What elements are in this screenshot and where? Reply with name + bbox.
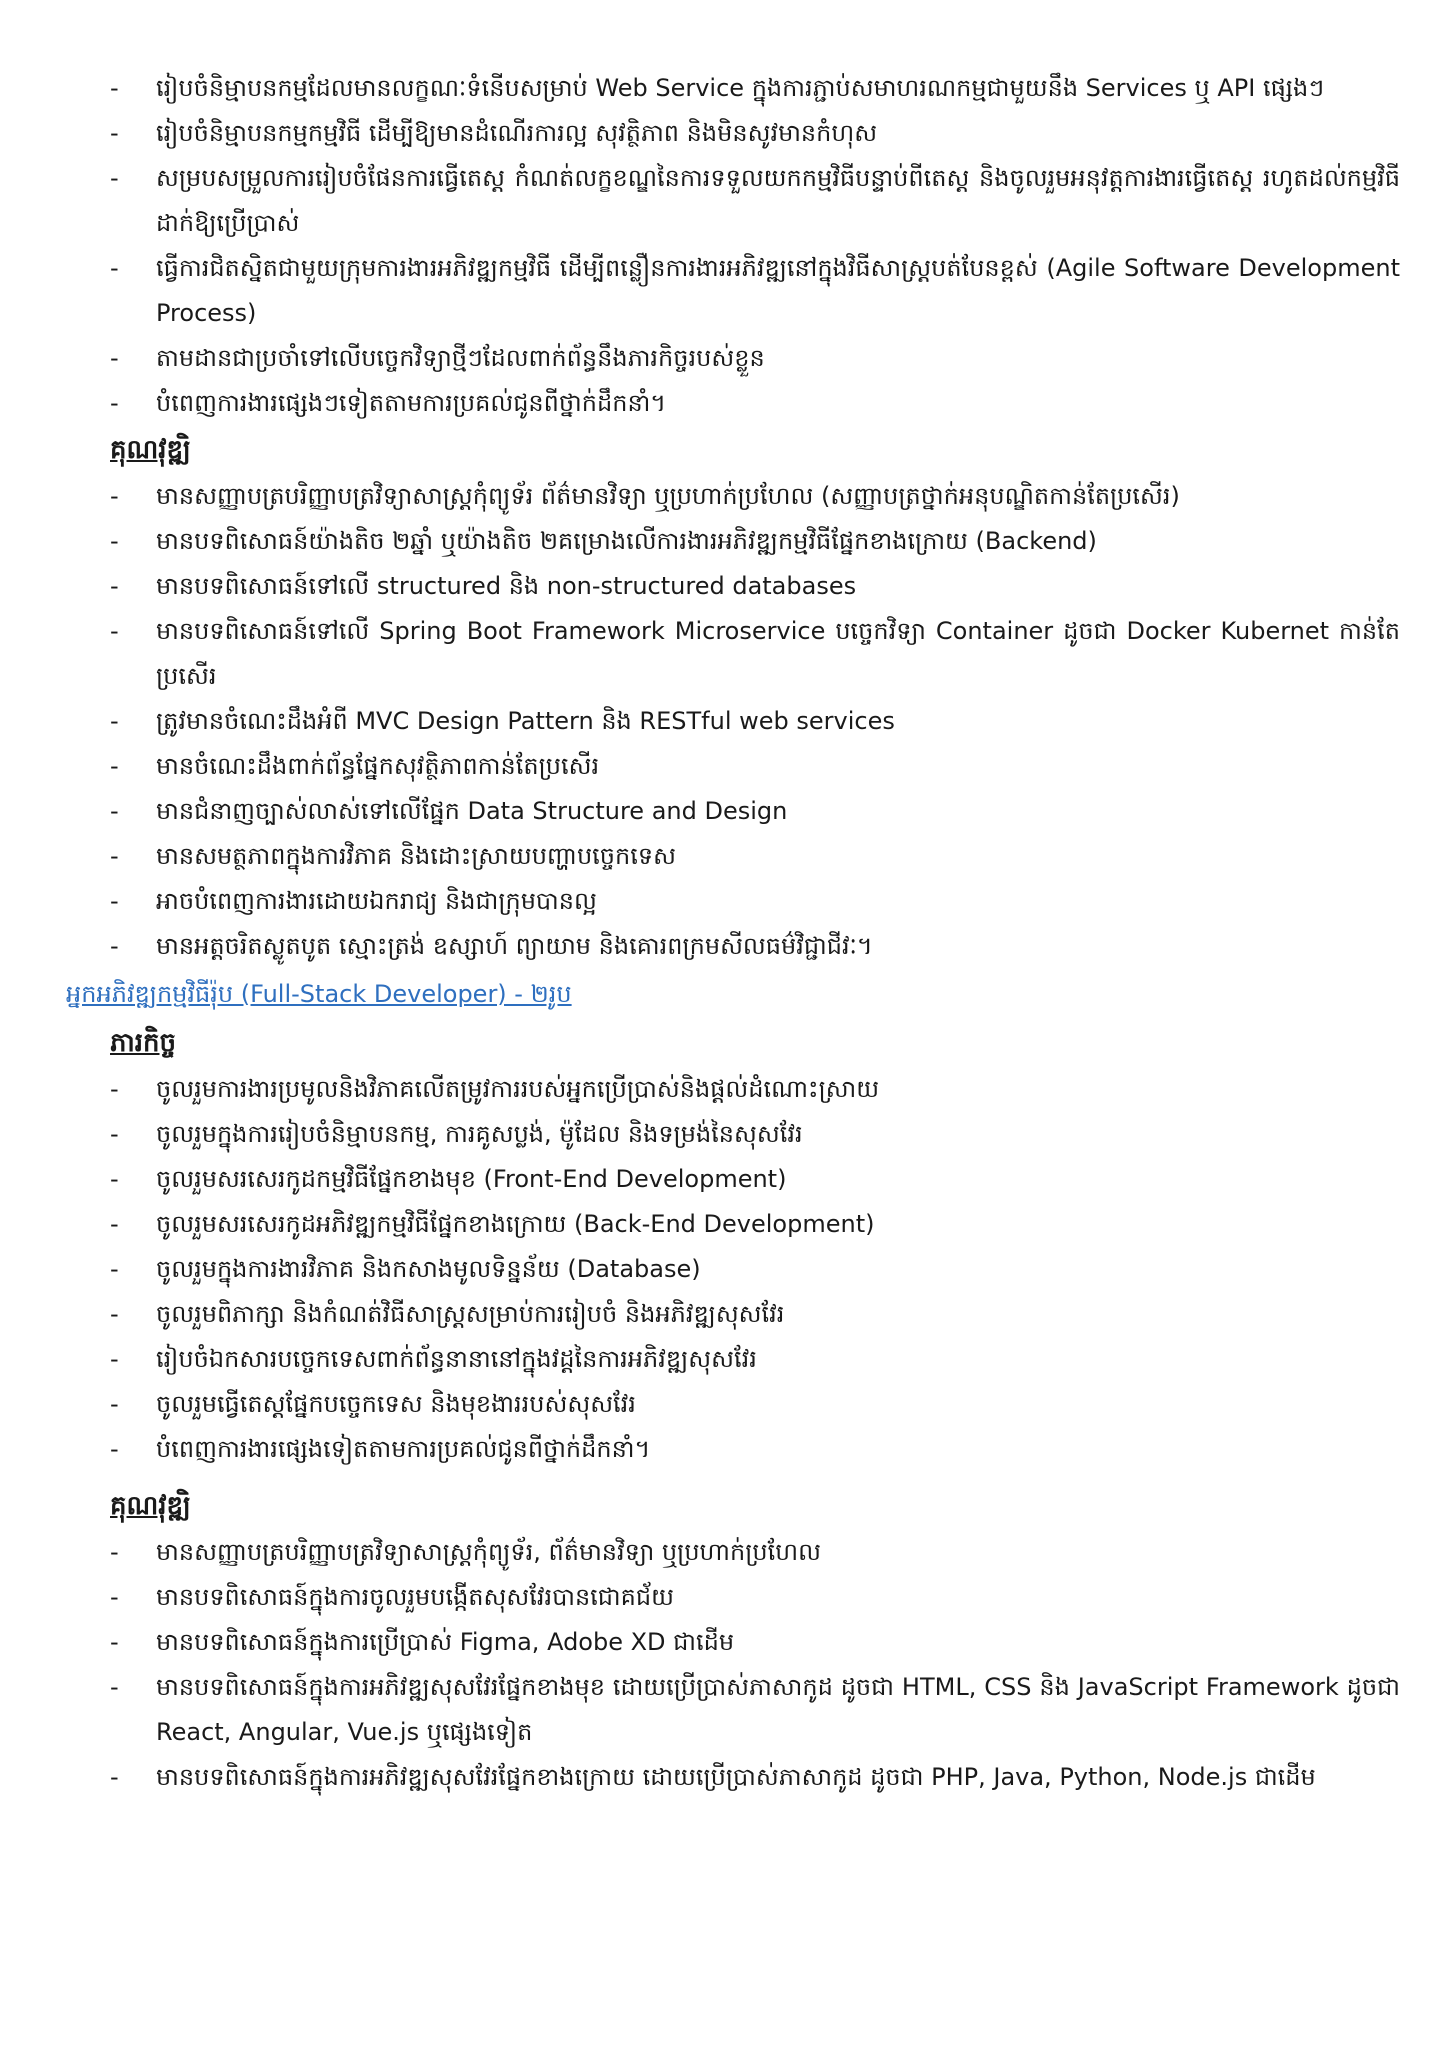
- list-item-text: មានសមត្ថភាពក្នុងការវិភាគ និងដោះស្រាយបញ្ហាបច្ចេកទេស: [156, 842, 676, 870]
- list-item: [110, 744, 1400, 789]
- list-item-text: ចូលរួមពិភាក្សា និងកំណត់វិធីសាស្ត្រសម្រាប់ការរៀបចំ និងអភិវឌ្ឍសុសវែរ: [156, 1300, 785, 1328]
- bullet-dash: -: [110, 932, 119, 960]
- bullet-dash: -: [110, 1075, 119, 1103]
- job-title-link[interactable]: អ្នកអភិវឌ្ឍកម្មវិធីរ៉ុប (Full-Stack Developer) - ២រូប: [66, 980, 572, 1008]
- list-item-text: រៀបចំនិម្មាបនកម្មដែលមានលក្ខណៈទំនើបសម្រាប់ Web Service ក្នុងការភ្ជាប់សមាហរណកម្មជាមួយនឹង Services ឬ API ផ្សេងៗ: [156, 74, 1325, 102]
- list-item: [110, 789, 1400, 834]
- bullet-dash: -: [110, 344, 119, 372]
- section2-duties-heading: ភារកិច្ច: [110, 1028, 177, 1058]
- bullet-dash: -: [110, 1165, 119, 1193]
- bullet-dash: -: [110, 389, 119, 417]
- list-item-text: អាចបំពេញការងារដោយឯករាជ្យ និងជាក្រុមបានល្អ: [156, 887, 597, 915]
- list-item: [110, 564, 1400, 609]
- list-item: [110, 474, 1400, 519]
- bullet-dash: -: [110, 1255, 119, 1283]
- list-item: [110, 1157, 1400, 1202]
- list-item-text: សម្របសម្រួលការរៀបចំផែនការធ្វើតេស្ត កំណត់លក្ខខណ្ឌនៃការទទួលយកកម្មវិធីបន្ទាប់ពីតេស្ត និងចូលរួមអនុវត្តការងារធ្វើតេស្ត រហូតដល់កម្មវិធីដាក់ឱ្យប្រើប្រាស់: [156, 164, 1400, 237]
- list-item: [110, 1755, 1400, 1800]
- section2-qualifications-list: [110, 1530, 1400, 1800]
- list-item: [110, 1202, 1400, 1247]
- list-item: [110, 246, 1400, 336]
- list-item: [110, 519, 1400, 564]
- list-item: [110, 879, 1400, 924]
- bullet-dash: -: [110, 797, 119, 825]
- list-item-text: មានបទពិសោធន៍ក្នុងការអភិវឌ្ឍសុសវែរផ្នែកខាងមុខ ដោយប្រើប្រាស់ភាសាកូដ ដូចជា HTML, CSS និង JavaScript Framework ដូចជា React, Angular, Vue.js ឬផ្សេងទៀត: [156, 1673, 1400, 1746]
- list-item: [110, 1067, 1400, 1112]
- list-item: [110, 1620, 1400, 1665]
- list-item-text: ចូលរួមសរសេរកូដកម្មវិធីផ្នែកខាងមុខ (Front-End Development): [156, 1165, 787, 1193]
- list-item-text: ចូលរួមសរសេរកូដអភិវឌ្ឍកម្មវិធីផ្នែកខាងក្រោយ (Back-End Development): [156, 1210, 875, 1238]
- list-item: [110, 66, 1400, 111]
- list-item: [110, 156, 1400, 246]
- list-item-text: មានបទពិសោធន៍ក្នុងការចូលរួមបង្កើតសុសវែរបានជោគជ័យ: [156, 1583, 674, 1611]
- list-item: [110, 336, 1400, 381]
- list-item-text: ត្រូវមានចំណេះដឹងអំពី MVC Design Pattern និង RESTful web services: [156, 707, 895, 735]
- bullet-dash: -: [110, 164, 119, 192]
- list-item-text: មានបទពិសោធន៍ក្នុងការអភិវឌ្ឍសុសវែរផ្នែកខាងក្រោយ ដោយប្រើប្រាស់ភាសាកូដ ដូចជា PHP, Java, Python, Node.js ជាដើម: [156, 1763, 1316, 1791]
- list-item: [110, 1337, 1400, 1382]
- list-item: [110, 924, 1400, 969]
- bullet-dash: -: [110, 887, 119, 915]
- section2-duties-list: [110, 1067, 1400, 1472]
- bullet-dash: -: [110, 752, 119, 780]
- section1-duties-list: [110, 66, 1400, 426]
- bullet-dash: -: [110, 119, 119, 147]
- list-item-text: រៀបចំឯកសារបច្ចេកទេសពាក់ព័ន្ធនានានៅក្នុងវដ្តនៃការអភិវឌ្ឍសុសវែរ: [156, 1345, 757, 1373]
- list-item-text: មានជំនាញច្បាស់លាស់ទៅលើផ្នែក Data Structure and Design: [156, 797, 788, 825]
- spacer: [110, 1472, 1400, 1482]
- bullet-dash: -: [110, 1390, 119, 1418]
- list-item-text: មានចំណេះដឹងពាក់ព័ន្ធផ្នែកសុវត្ថិភាពកាន់តែប្រសើរ: [156, 752, 600, 780]
- bullet-dash: -: [110, 1538, 119, 1566]
- list-item: [110, 1382, 1400, 1427]
- list-item-text: មានសញ្ញាបត្របរិញ្ញាបត្រវិទ្យាសាស្ត្រកុំព្យូទ័រ ព័ត៌មានវិទ្យា ឬប្រហាក់ប្រហែល (សញ្ញាបត្រថ្នាក់អនុបណ្ឌិតកាន់តែប្រសើរ): [156, 482, 1180, 510]
- bullet-dash: -: [110, 1583, 119, 1611]
- list-item: [110, 699, 1400, 744]
- list-item: [110, 1427, 1400, 1472]
- list-item: [110, 1112, 1400, 1157]
- section1-qualifications-heading: គុណវុឌ្ឍិ: [110, 435, 191, 465]
- list-item: [110, 609, 1400, 699]
- list-item-text: រៀបចំនិម្មាបនកម្មកម្មវិធី ដើម្បីឱ្យមានដំណើរការល្អ សុវត្ថិភាព និងមិនសូវមានកំហុស: [156, 119, 878, 147]
- bullet-dash: -: [110, 74, 119, 102]
- list-item-text: មានបទពិសោធន៍ទៅលើ structured និង non-structured databases: [156, 572, 857, 600]
- bullet-dash: -: [110, 527, 119, 555]
- bullet-dash: -: [110, 482, 119, 510]
- list-item: [110, 1530, 1400, 1575]
- bullet-dash: -: [110, 1673, 119, 1701]
- list-item: [110, 1665, 1400, 1755]
- list-item: [110, 1247, 1400, 1292]
- list-item-text: មានសញ្ញាបត្របរិញ្ញាបត្រវិទ្យាសាស្ត្រកុំព្យូទ័រ, ព័ត៌មានវិទ្យា ឬប្រហាក់ប្រហែល: [156, 1538, 821, 1566]
- list-item: [110, 111, 1400, 156]
- bullet-dash: -: [110, 1210, 119, 1238]
- list-item-text: មានបទពិសោធន៍ក្នុងការប្រើប្រាស់ Figma, Adobe XD ជាដើម: [156, 1628, 735, 1656]
- bullet-dash: -: [110, 1435, 119, 1463]
- list-item: [110, 834, 1400, 879]
- page-content: [66, 66, 1400, 1800]
- bullet-dash: -: [110, 1763, 119, 1791]
- list-item-text: ចូលរួមធ្វើតេស្តផ្នែកបច្ចេកទេស និងមុខងាររបស់សុសវែរ: [156, 1390, 636, 1418]
- list-item-text: ចូលរួមក្នុងការងារវិភាគ និងកសាងមូលទិន្នន័យ (Database): [156, 1255, 701, 1283]
- list-item-text: ធ្វើការជិតស្និតជាមួយក្រុមការងារអភិវឌ្ឍកម្មវិធី ដើម្បីពន្លឿនការងារអភិវឌ្ឍនៅក្នុងវិធីសាស្ត្របត់បែនខ្ពស់ (Agile Software Development Process): [156, 254, 1400, 327]
- list-item: [110, 381, 1400, 426]
- bullet-dash: -: [110, 254, 119, 282]
- bullet-dash: -: [110, 1345, 119, 1373]
- list-item-text: ចូលរួមក្នុងការរៀបចំនិម្មាបនកម្ម, ការគូសប្លង់, ម៉ូដែល និងទម្រង់នៃសុសវែរ: [156, 1120, 803, 1148]
- bullet-dash: -: [110, 1120, 119, 1148]
- list-item-text: តាមដានជាប្រចាំទៅលើបច្ចេកវិទ្យាថ្មីៗដែលពាក់ព័ន្ធនឹងភារកិច្ចរបស់ខ្លួន: [156, 344, 765, 372]
- list-item-text: មានអត្តចរិតស្លូតបូត ស្មោះត្រង់ ឧស្សាហ៍ ព្យាយាម និងគោរពក្រមសីលធម៌វិជ្ជាជីវៈ។: [156, 932, 873, 960]
- list-item-text: ចូលរួមការងារប្រមូលនិងវិភាគលើតម្រូវការរបស់អ្នកប្រើប្រាស់និងផ្តល់ដំណោះស្រាយ: [156, 1075, 880, 1103]
- bullet-dash: -: [110, 842, 119, 870]
- section2-qualifications-heading: គុណវុឌ្ឍិ: [110, 1491, 191, 1521]
- list-item-text: បំពេញការងារផ្សេងទៀតតាមការប្រគល់ជូនពីថ្នាក់ដឹកនាំ។: [156, 1435, 651, 1463]
- bullet-dash: -: [110, 617, 119, 645]
- bullet-dash: -: [110, 707, 119, 735]
- bullet-dash: -: [110, 1300, 119, 1328]
- list-item: [110, 1575, 1400, 1620]
- list-item: [110, 1292, 1400, 1337]
- section1-qualifications-list: [110, 474, 1400, 969]
- list-item-text: មានបទពិសោធន៍យ៉ាងតិច ២ឆ្នាំ ឬយ៉ាងតិច ២គម្រោងលើការងារអភិវឌ្ឍកម្មវិធីផ្នែកខាងក្រោយ (Backend): [156, 527, 1097, 555]
- bullet-dash: -: [110, 572, 119, 600]
- list-item-text: បំពេញការងារផ្សេងៗទៀតតាមការប្រគល់ជូនពីថ្នាក់ដឹកនាំ។: [156, 389, 667, 417]
- list-item-text: មានបទពិសោធន៍ទៅលើ Spring Boot Framework Microservice បច្ចេកវិទ្យា Container ដូចជា Docker Kubernet កាន់តែប្រសើរ: [156, 617, 1400, 690]
- bullet-dash: -: [110, 1628, 119, 1656]
